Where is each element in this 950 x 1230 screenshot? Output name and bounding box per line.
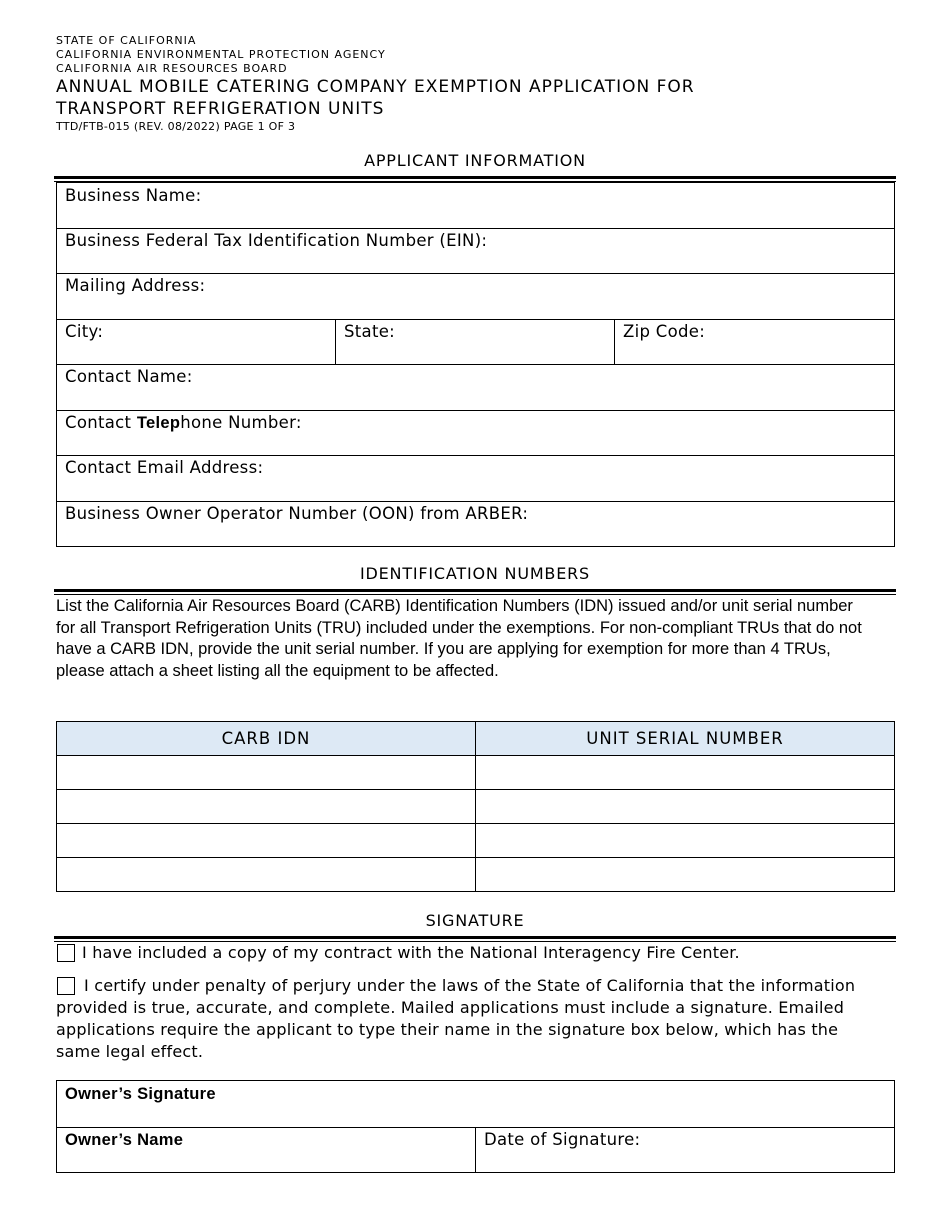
table-row [57,824,895,858]
owner-name-label: Owner’s Name [65,1131,184,1149]
identification-instructions: List the California Air Resources Board (CARB) Identification Numbers (IDN) issued and/or unit serial number for all Transport Refrigeration Units (TRU) included under the exemptions. For non-compliant TRUs that do not have a CARB IDN, provide the unit serial number. If you are applying for exemption for more than 4 TRUs, please attach a sheet listing all the equipment to be affected. [56,597,862,680]
city-label: City: [65,322,104,341]
contact-name-field[interactable] [56,364,895,411]
zip-label: Zip Code: [623,322,706,341]
ein-field[interactable] [56,228,895,274]
table-row [57,858,895,892]
mailing-address-label: Mailing Address: [65,276,206,295]
owner-name-field[interactable] [56,1127,476,1173]
contact-phone-field[interactable] [56,410,895,456]
applicant-rule [54,176,896,179]
phone-label-part3: hone Number: [180,413,302,432]
signature-section-title: SIGNATURE [425,911,525,930]
table-row [57,756,895,790]
serial-number-cell[interactable] [476,858,895,892]
oon-label: Business Owner Operator Number (OON) from ARBER: [65,504,529,523]
identification-rule-thin [54,594,896,595]
carb-idn-cell[interactable] [57,824,476,858]
ein-label: Business Federal Tax Identification Number (EIN): [65,231,488,250]
contact-name-label: Contact Name: [65,367,193,386]
serial-number-cell[interactable] [476,756,895,790]
contact-email-field[interactable] [56,455,895,502]
carb-idn-cell[interactable] [57,790,476,824]
certify-checkbox-label: I certify under penalty of perjury under the laws of the State of California that the information provided is true, accurate, and complete. Mailed applications must include a signature. Emailed applications require the applicant to type their name in the signature box below, which has the same legal effect. [56,976,856,1061]
table-header-row [57,722,895,756]
mailing-address-field[interactable] [56,273,895,320]
form-title-line1: ANNUAL MOBILE CATERING COMPANY EXEMPTION APPLICATION FOR [56,77,695,97]
carb-idn-cell[interactable] [57,858,476,892]
contract-checkbox[interactable] [57,944,75,966]
date-of-signature-field[interactable] [475,1127,895,1173]
applicant-section-title: APPLICANT INFORMATION [364,151,586,170]
oon-field[interactable] [56,501,895,547]
business-name-label: Business Name: [65,186,202,205]
contact-email-label: Contact Email Address: [65,458,264,477]
state-field[interactable] [335,319,615,365]
identification-rule [54,589,896,592]
serial-number-cell[interactable] [476,790,895,824]
city-field[interactable] [56,319,336,365]
state-label: State: [344,322,396,341]
contract-checkbox-label: I have included a copy of my contract with the National Interagency Fire Center. [82,943,740,962]
contact-phone-label [65,413,302,432]
phone-label-part1: Contact [65,413,137,432]
form-revision: TTD/FTB-015 (REV. 08/2022) PAGE 1 OF 3 [56,120,296,133]
table-row [57,790,895,824]
form-title-line2: TRANSPORT REFRIGERATION UNITS [56,99,385,119]
identification-section-title: IDENTIFICATION NUMBERS [360,564,590,583]
header-board: CALIFORNIA AIR RESOURCES BOARD [56,62,288,75]
phone-label-part2: Telep [136,414,181,432]
business-name-field[interactable] [56,182,895,229]
owner-signature-field[interactable] [56,1080,895,1128]
identification-table [56,721,895,892]
carb-idn-header: CARB IDN [57,722,476,756]
date-of-signature-label: Date of Signature: [484,1130,641,1149]
owner-signature-label: Owner’s Signature [65,1085,216,1103]
zip-field[interactable] [614,319,895,365]
serial-number-header: UNIT SERIAL NUMBER [476,722,895,756]
signature-rule [54,936,896,939]
header-agency: CALIFORNIA ENVIRONMENTAL PROTECTION AGENCY [56,48,386,61]
header-state: STATE OF CALIFORNIA [56,34,197,47]
carb-idn-cell[interactable] [57,756,476,790]
serial-number-cell[interactable] [476,824,895,858]
